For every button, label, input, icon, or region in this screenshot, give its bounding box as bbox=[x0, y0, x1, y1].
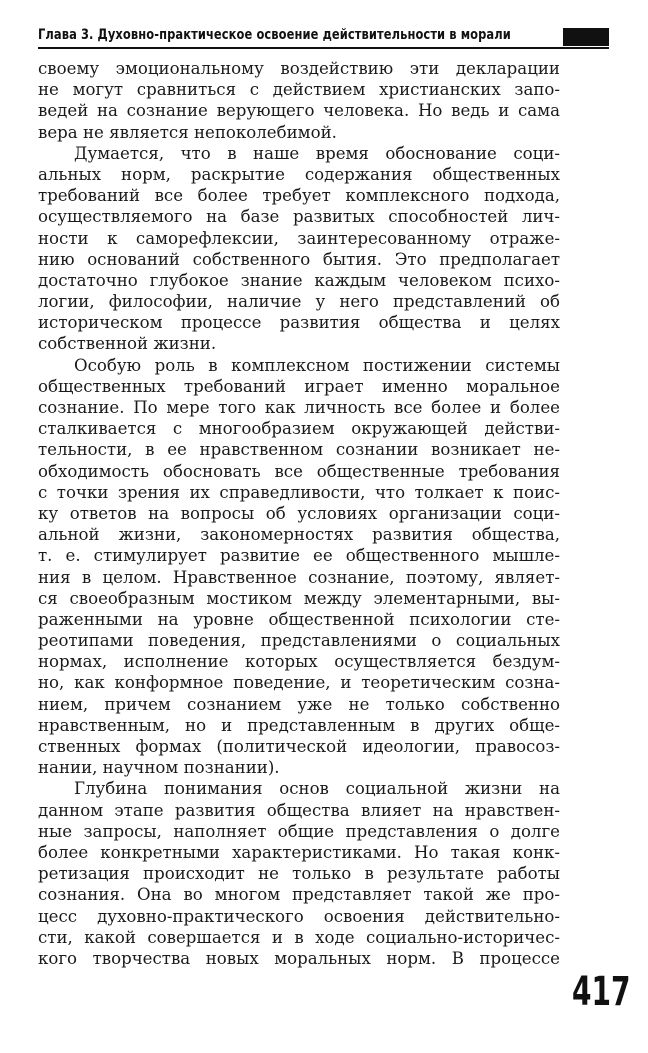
text-line: данном этапе развития общества влияет на нравствен- bbox=[38, 800, 560, 820]
text-line: с точки зрения их справедливости, что толкает к поис- bbox=[38, 482, 560, 502]
text-line: кого творчества новых моральных норм. В процессе bbox=[38, 948, 560, 968]
page-number: 417 bbox=[572, 969, 631, 1015]
text-line: сознания. Она во многом представляет такой же про- bbox=[38, 885, 560, 905]
text-line: ведей на сознание верующего человека. Но ведь и сама bbox=[38, 101, 560, 121]
text-line: нию оснований собственного бытия. Это предполагает bbox=[38, 249, 560, 269]
text-line: осуществляемого на базе развитых способностей лич- bbox=[38, 207, 560, 227]
text-line: цесс духовно-практического освоения действительно- bbox=[38, 906, 560, 926]
header-black-bar bbox=[563, 28, 609, 46]
text-line: Глубина понимания основ социальной жизни на bbox=[74, 779, 560, 799]
text-line: обходимость обосновать все общественные требования bbox=[38, 461, 560, 481]
text-line: логии, философии, наличие у него представлений об bbox=[38, 292, 560, 312]
text-line: ные запросы, наполняет общие представления о долге bbox=[38, 821, 560, 841]
text-line: достаточно глубокое знание каждым человеком психо- bbox=[38, 270, 560, 290]
text-line: раженными на уровне общественной психологии сте- bbox=[38, 609, 560, 629]
text-line: нании, научном познании). bbox=[38, 758, 280, 778]
text-line: Думается, что в наше время обоснование соци- bbox=[74, 143, 560, 163]
text-line: реотипами поведения, представлениями о социальных bbox=[38, 631, 560, 651]
text-line: требований все более требует комплексного подхода, bbox=[38, 186, 560, 206]
text-line: ку ответов на вопросы об условиях организации соци- bbox=[38, 503, 560, 523]
text-line: более конкретными характеристиками. Но такая конк- bbox=[38, 842, 560, 862]
text-line: ности к саморефлексии, заинтересованному отраже- bbox=[38, 228, 560, 248]
text-line: альной жизни, закономерностях развития общества, bbox=[38, 525, 560, 545]
text-line: нием, причем сознанием уже не только собственно bbox=[38, 694, 560, 714]
header-rule bbox=[38, 47, 609, 49]
text-line: сознание. По мере того как личность все более и более bbox=[38, 398, 560, 417]
text-line: но, как конформное поведение, и теоретическим созна- bbox=[38, 673, 560, 693]
text-line: ственных формах (политической идеологии, правосоз- bbox=[38, 737, 560, 756]
text-line: ся своеобразным мостиком между элементарными, вы- bbox=[38, 588, 560, 608]
text-line: нормах, исполнение которых осуществляется бездум- bbox=[38, 652, 560, 672]
running-title: Глава 3. Духовно-практическое освоение действительности в морали bbox=[38, 26, 511, 43]
text-line: ретизация происходит не только в результате работы bbox=[38, 864, 560, 884]
text-line: историческом процессе развития общества и целях bbox=[38, 313, 560, 333]
running-header bbox=[38, 24, 558, 45]
text-line: сти, какой совершается и в ходе социально-историчес- bbox=[38, 927, 560, 947]
text-line: нравственным, но и представленным в других обще- bbox=[38, 715, 560, 735]
text-line: собственной жизни. bbox=[38, 334, 217, 354]
text-line: ния в целом. Нравственное сознание, поэтому, являет- bbox=[38, 567, 560, 587]
text-line: т. е. стимулирует развитие ее общественного мышле- bbox=[38, 546, 560, 566]
text-line: сталкивается с многообразием окружающей действи- bbox=[38, 419, 560, 439]
text-line: Особую роль в комплексном постижении системы bbox=[74, 355, 560, 375]
text-line: альных норм, раскрытие содержания общественных bbox=[38, 164, 560, 184]
text-line: не могут сравниться с действием христианских запо- bbox=[38, 80, 560, 100]
body-text bbox=[38, 58, 560, 969]
text-line: вера не является непоколебимой. bbox=[38, 122, 337, 142]
text-line: общественных требований играет именно моральное bbox=[38, 376, 560, 396]
text-line: тельности, в ее нравственном сознании возникает не- bbox=[38, 440, 560, 460]
text-line: своему эмоциональному воздействию эти декларации bbox=[38, 59, 560, 78]
